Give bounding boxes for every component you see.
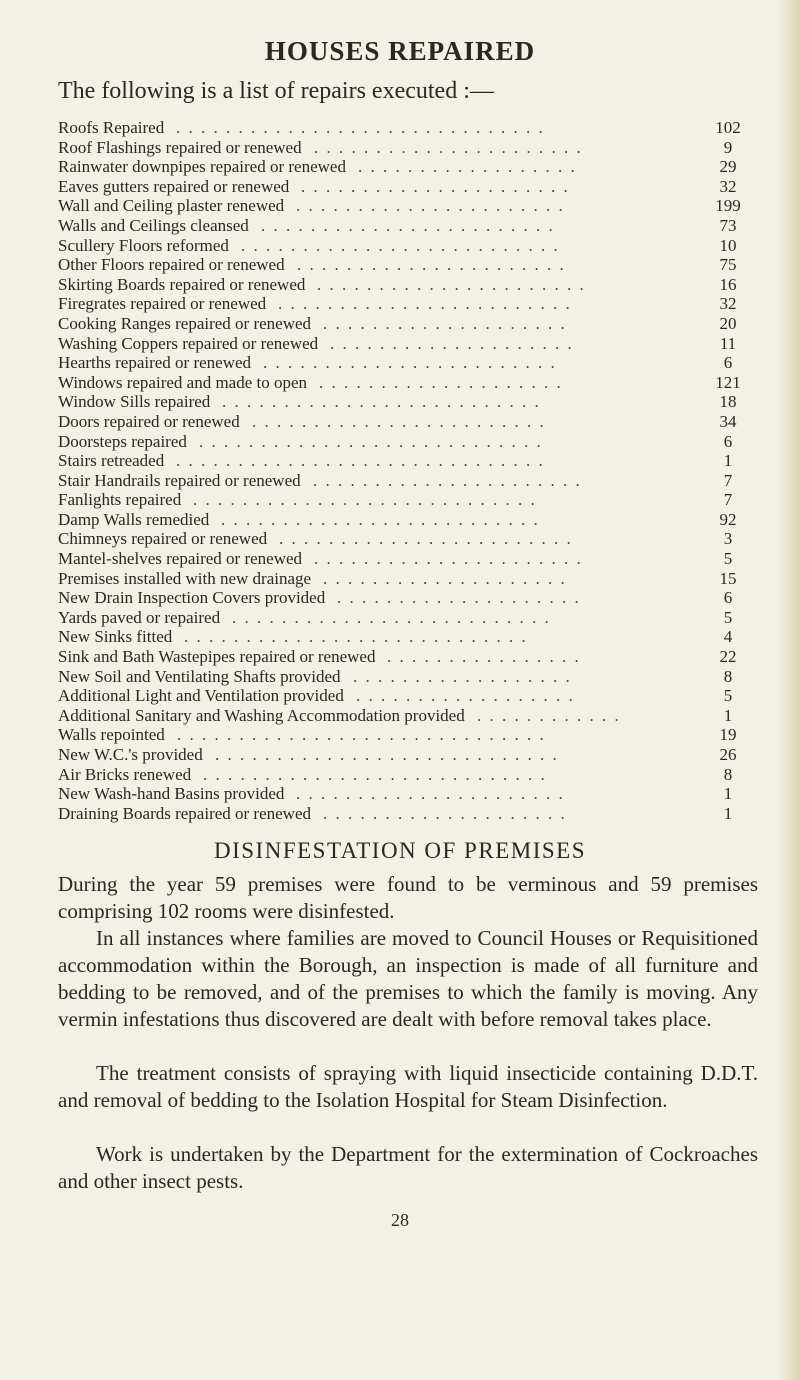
repair-count: 9 [723,137,733,157]
leader-dots: . . . . . . . . . . . . . . . . . . . . . . . . [279,529,573,549]
list-item [58,294,758,314]
leader-dots: . . . . . . . . . . . . . . . . . . . . . . . . [252,411,546,431]
repair-label: Washing Coppers repaired or renewed [58,333,319,353]
repair-label: Stair Handrails repaired or renewed [58,470,301,490]
repair-count: 6 [723,588,733,608]
repair-count: 29 [719,157,737,177]
leader-dots: . . . . . . . . . . . . . . . . . . . . . . . . [263,353,557,373]
repair-label: Rainwater downpipes repaired or renewed [58,157,346,177]
leader-dots: . . . . . . . . . . . . . . . . . . . . . . . . . . . . [199,431,543,451]
repair-count: 1 [723,705,733,725]
list-item [58,177,758,197]
leader-dots: . . . . . . . . . . . . . . . . . . . . . . . . . . . . [215,745,559,764]
repair-count: 75 [719,255,737,275]
repairs-list [58,118,758,823]
repair-label: Walls repointed [58,725,165,745]
page-number: 28 [391,1210,409,1230]
leader-dots: . . . . . . . . . . . . . . . . . . . . . . . . [261,215,555,235]
list-item [58,314,758,334]
repair-label: Air Bricks renewed [58,764,192,784]
repair-label: New Sinks fitted [58,627,173,647]
repair-count: 32 [719,294,737,314]
repair-label: Roof Flashings repaired or renewed [58,137,302,157]
repair-label: New W.C.'s provided [58,745,203,764]
list-item [58,588,758,608]
repair-count: 102 [715,118,741,137]
list-item [58,784,758,804]
leader-dots: . . . . . . . . . . . . . . . . . . . . . . . . . . [221,509,540,529]
repair-label: Chimneys repaired or renewed [58,529,268,549]
repair-count: 1 [723,451,733,471]
list-item [58,647,758,667]
repair-label: Eaves gutters repaired or renewed [58,176,290,196]
repair-label: Skirting Boards repaired or renewed [58,274,306,294]
repair-label: Wall and Ceiling plaster renewed [58,196,285,216]
list-item [58,373,758,393]
repair-count: 19 [719,725,737,745]
repair-count: 7 [723,470,733,490]
list-item [58,765,758,785]
repair-count: 11 [719,333,737,353]
leader-dots: . . . . . . . . . . . . . . . . . . . . . . [301,176,570,196]
repair-count: 121 [715,372,741,392]
list-item [58,745,758,765]
repair-label: New Wash-hand Basins provided [58,784,285,804]
repair-label: Mantel-shelves repaired or renewed [58,549,303,569]
repair-count: 16 [719,274,737,294]
list-item [58,334,758,354]
leader-dots: . . . . . . . . . . . . . . . . [387,647,581,667]
leader-dots: . . . . . . . . . . . . . . . . . . . . [319,372,563,392]
leader-dots: . . . . . . . . . . . . . . . . . . . . . . . . [278,294,572,314]
leader-dots: . . . . . . . . . . . . . . . . . . . . . . . . . . [241,235,560,255]
repair-count: 73 [719,215,737,235]
leader-dots: . . . . . . . . . . . . [477,705,621,725]
repair-count: 8 [723,666,733,686]
repair-count: 7 [723,490,733,510]
repair-label: Windows repaired and made to open [58,372,308,392]
repair-count: 10 [719,235,737,255]
list-item [58,236,758,256]
repair-label: Other Floors repaired or renewed [58,255,285,275]
leader-dots: . . . . . . . . . . . . . . . . . . . . . . [314,549,583,569]
repair-label: Premises installed with new drainage [58,568,312,588]
repair-label: Window Sills repaired [58,392,211,412]
leader-dots: . . . . . . . . . . . . . . . . . . . . [337,588,581,608]
repair-count: 20 [719,313,737,333]
list-item [58,255,758,275]
repair-label: Cooking Ranges repaired or renewed [58,313,312,333]
leader-dots: . . . . . . . . . . . . . . . . . . . . [323,803,567,823]
list-item [58,490,758,510]
repair-count: 1 [723,784,733,804]
repair-count: 6 [723,353,733,373]
repair-count: 3 [723,529,733,549]
repair-label: New Soil and Ventilating Shafts provided [58,666,341,686]
repair-count: 5 [723,607,733,627]
repair-count: 199 [715,196,741,216]
leader-dots: . . . . . . . . . . . . . . . . . . . . . . . . . . . . . . [176,451,545,471]
list-item [58,412,758,432]
repair-label: Additional Light and Ventilation provided [58,686,344,706]
list-item [58,451,758,471]
list-item [58,686,758,706]
repair-count: 34 [719,411,737,431]
repair-label: Fanlights repaired [58,490,182,510]
list-item [58,804,758,824]
repair-count: 4 [723,627,733,647]
repair-count: 5 [723,549,733,569]
repair-label: Doors repaired or renewed [58,411,240,431]
list-item [58,549,758,569]
repair-label: Damp Walls remedied [58,509,210,529]
list-item [58,529,758,549]
list-item [58,157,758,177]
list-item [58,216,758,236]
repair-label: Scullery Floors reformed [58,235,229,255]
intro-text: The following is a list of repairs executed :— [58,78,494,104]
paragraph-2: In all instances where families are moved to Council Houses or Requisitioned accommodation within the Borough, an inspection is made of all furniture and bedding to be removed, and of the premises to which the family is moving. Any vermin infestations thus discovered are dealt with before removal takes place. [58,926,758,1031]
list-item [58,196,758,216]
leader-dots: . . . . . . . . . . . . . . . . . . [358,157,577,177]
repair-label: Draining Boards repaired or renewed [58,803,312,823]
leader-dots: . . . . . . . . . . . . . . . . . . [356,686,575,706]
repair-count: 26 [719,745,737,764]
leader-dots: . . . . . . . . . . . . . . . . . . . . . . . . . . . . [203,764,547,784]
repair-label: Doorsteps repaired [58,431,187,451]
repair-label: Firegrates repaired or renewed [58,294,267,314]
leader-dots: . . . . . . . . . . . . . . . . . . . . . . [314,137,583,157]
leader-dots: . . . . . . . . . . . . . . . . . . . . . . [296,196,565,216]
repair-count: 32 [719,176,737,196]
list-item [58,118,758,138]
list-item [58,667,758,687]
list-item [58,432,758,452]
leader-dots: . . . . . . . . . . . . . . . . . . . . . . . . . . . . [193,490,537,510]
paragraph-3: The treatment consists of spraying with liquid insecticide containing D.D.T. and removal of bedding to the Isolation Hospital for Steam Disinfection. [58,1061,758,1112]
list-item [58,353,758,373]
page-title: HOUSES REPAIRED [264,36,536,66]
leader-dots: . . . . . . . . . . . . . . . . . . . . [330,333,574,353]
repair-label: Roofs Repaired [58,118,165,137]
leader-dots: . . . . . . . . . . . . . . . . . . [353,666,572,686]
section-heading: DISINFESTATION OF PREMISES [214,838,586,863]
repair-label: Hearths repaired or renewed [58,353,252,373]
leader-dots: . . . . . . . . . . . . . . . . . . . . . . . . . . [222,392,541,412]
paragraph-4: Work is undertaken by the Department for the extermination of Cockroaches and other insect pests. [58,1142,758,1193]
repair-label: Sink and Bath Wastepipes repaired or renewed [58,647,376,667]
leader-dots: . . . . . . . . . . . . . . . . . . . . . . . . . . . . . . [176,118,545,137]
repair-count: 5 [723,686,733,706]
list-item [58,275,758,295]
repair-count: 22 [719,647,737,667]
repair-label: Stairs retreaded [58,451,165,471]
list-item [58,138,758,158]
repair-count: 18 [719,392,737,412]
list-item [58,725,758,745]
leader-dots: . . . . . . . . . . . . . . . . . . . . . . [313,470,582,490]
list-item [58,569,758,589]
leader-dots: . . . . . . . . . . . . . . . . . . . . . . [317,274,586,294]
list-item [58,392,758,412]
leader-dots: . . . . . . . . . . . . . . . . . . . . [323,313,567,333]
repair-count: 6 [723,431,733,451]
leader-dots: . . . . . . . . . . . . . . . . . . . . . . . . . . . . . . [177,725,546,745]
repair-count: 15 [719,568,737,588]
repair-count: 1 [723,803,733,823]
repair-label: Additional Sanitary and Washing Accommodation provided [58,705,465,725]
list-item [58,471,758,491]
page-edge-shading [778,0,800,1380]
leader-dots: . . . . . . . . . . . . . . . . . . . . . . . . . . . . [184,627,528,647]
leader-dots: . . . . . . . . . . . . . . . . . . . . . . . . . . [232,607,551,627]
list-item [58,706,758,726]
repair-count: 8 [723,764,733,784]
list-item [58,608,758,628]
repair-label: New Drain Inspection Covers provided [58,588,326,608]
repair-label: Yards paved or repaired [58,607,221,627]
repair-label: Walls and Ceilings cleansed [58,215,249,235]
list-item [58,627,758,647]
leader-dots: . . . . . . . . . . . . . . . . . . . . . . [296,784,565,804]
list-item [58,510,758,530]
repair-count: 92 [719,509,737,529]
leader-dots: . . . . . . . . . . . . . . . . . . . . . . [297,255,566,275]
leader-dots: . . . . . . . . . . . . . . . . . . . . [323,568,567,588]
paragraph-1: During the year 59 premises were found to be verminous and 59 premises comprising 102 rooms were disinfested. [58,872,758,923]
